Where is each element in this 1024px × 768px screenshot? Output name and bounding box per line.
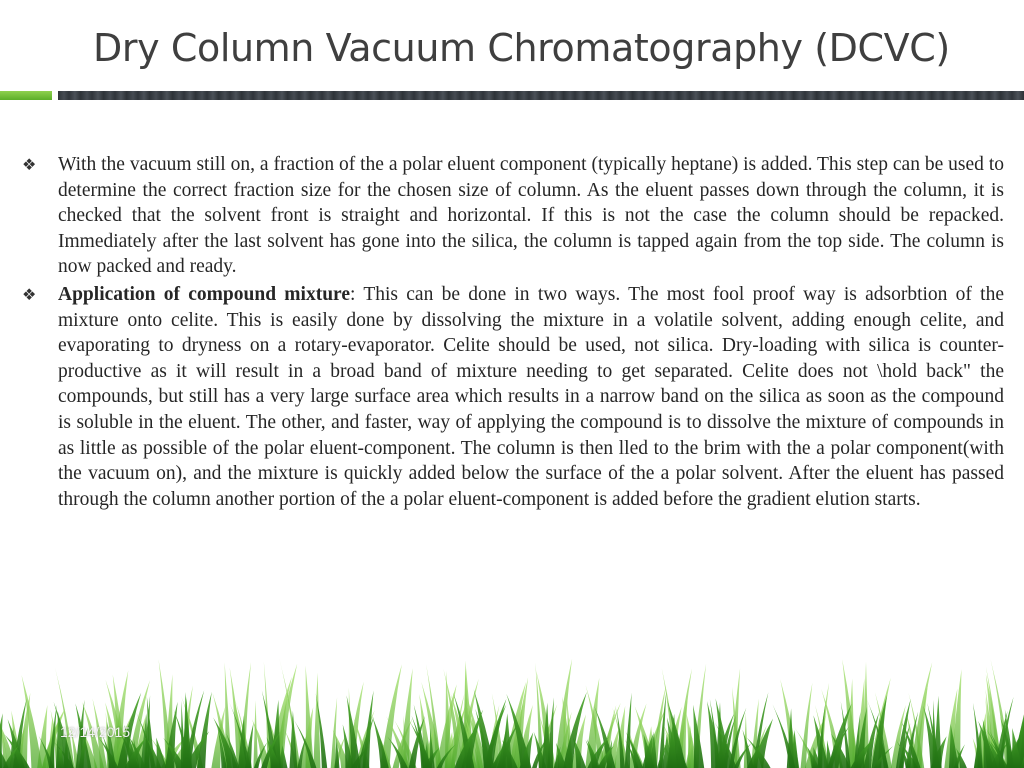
- grass-decoration: [0, 628, 1024, 768]
- grass-front-layer: [0, 689, 1024, 768]
- slide-title: Dry Column Vacuum Chromatography (DCVC): [93, 26, 950, 70]
- grass-blade: [915, 684, 928, 768]
- footer-date: 12/14/2015: [60, 724, 131, 740]
- bullet-lead-text: Application of compound mixture: [58, 283, 351, 305]
- title-accent-green-bar: [0, 91, 52, 100]
- diamond-bullet-icon: ❖: [22, 155, 37, 174]
- diamond-bullet-icon: ❖: [22, 284, 37, 304]
- slide-body: [22, 152, 1004, 514]
- bullet-text: : This can be done in two ways. The most fool proof way is adsorbtion of the mixture onto celite. This is easily done by dissolving the mixture in a volatile solvent, adding enough celite, and evaporating to dryness on a rotary-evaporator. Celite should be used, not silica. Dry-loading with silica is counter-productive as it will result in a broad band of mixture needing to get separated. Celite does not \hold back" the compounds, but still has a very large surface area which results in a narrow band on the silica as soon as the compound is soluble in the eluent. The other, and faster, way of applying the compound is to dissolve the mixture of compounds in as little as possible of the polar eluent-component. The column is then lled to the brim with the a polar component(with the vacuum on), and the mixture is quickly added below the surface of the a polar solvent. After the eluent has passed through the column another portion of the a polar eluent-component is added before the gradient elution starts.: [58, 283, 1004, 510]
- grass-blade: [197, 692, 212, 768]
- grass-blade: [358, 717, 374, 768]
- bullet-item: [22, 152, 1004, 280]
- bullet-item: [22, 282, 1004, 512]
- title-underline-bar: [58, 91, 1024, 100]
- bullet-text: With the vacuum still on, a fraction of the a polar eluent component (typically heptane) is added. This step can be used to determine the correct fraction size for the chosen size of column. As the eluent passes down through the column, it is checked that the solvent front is straight and horizontal. If this is not the case the column should be repacked. Immediately after the last solvent has gone into the silica, the column is tapped again from the top side. The column is now packed and ready.: [58, 154, 1004, 278]
